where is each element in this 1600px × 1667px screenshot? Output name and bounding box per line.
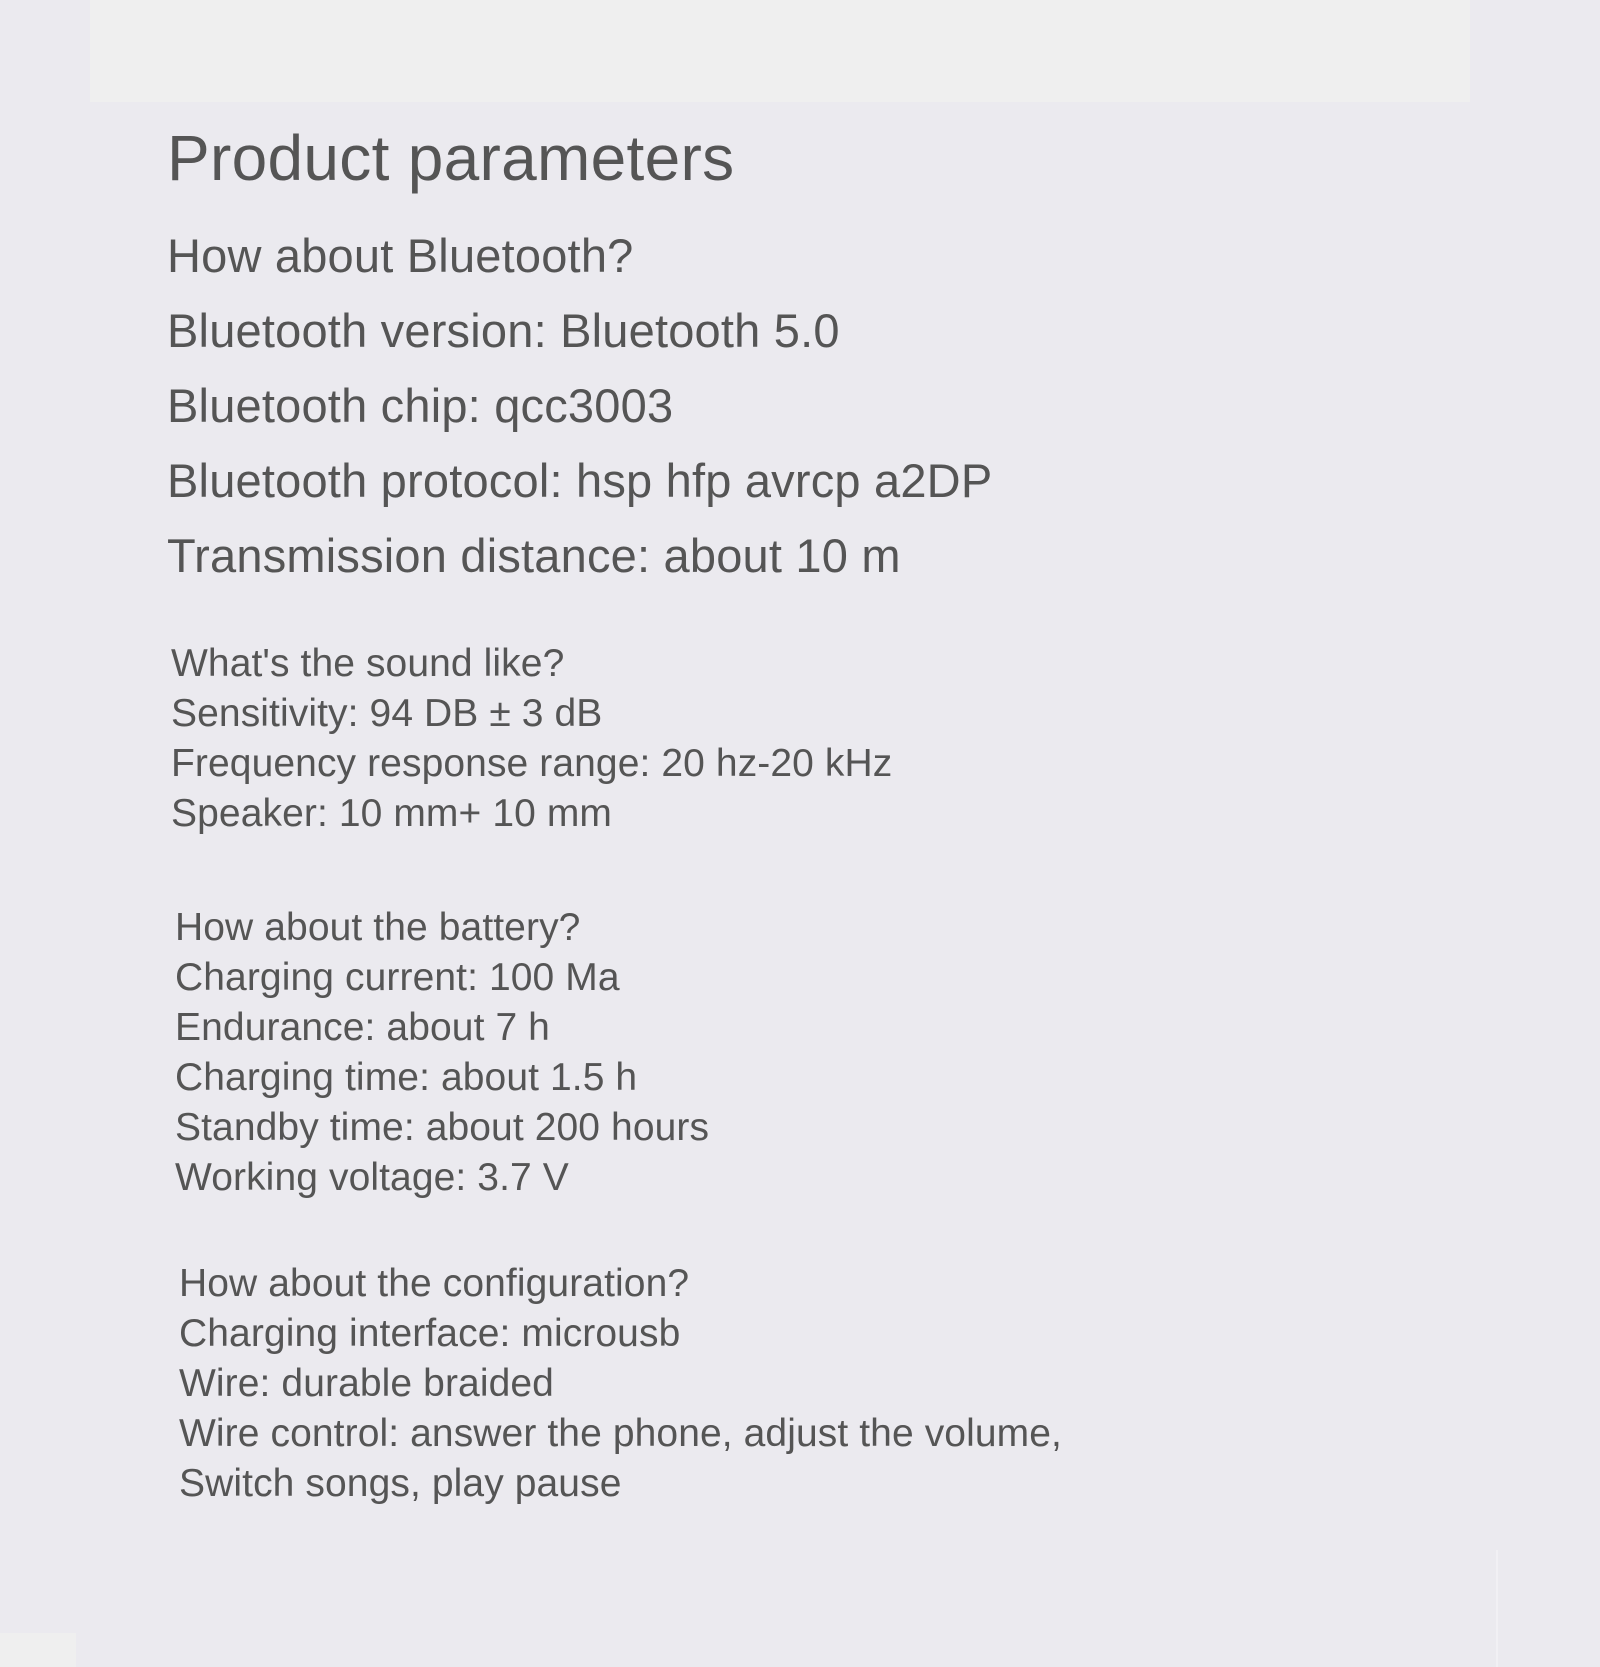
bluetooth-chip: Bluetooth chip: qcc3003	[167, 379, 674, 432]
bottom-left-patch	[0, 1633, 76, 1667]
bluetooth-section	[167, 218, 992, 593]
wire-type: Wire: durable braided	[179, 1362, 554, 1405]
wire-control-continued: Switch songs, play pause	[179, 1462, 622, 1505]
working-voltage: Working voltage: 3.7 V	[175, 1156, 569, 1199]
frequency-response: Frequency response range: 20 hz-20 kHz	[171, 742, 893, 785]
charging-interface: Charging interface: microusb	[179, 1312, 681, 1355]
sound-section	[171, 639, 892, 839]
charging-current: Charging current: 100 Ma	[175, 956, 620, 999]
battery-section	[175, 903, 709, 1203]
configuration-section	[179, 1259, 1062, 1509]
sensitivity: Sensitivity: 94 DB ± 3 dB	[171, 692, 603, 735]
bluetooth-heading: How about Bluetooth?	[167, 229, 634, 282]
configuration-heading: How about the configuration?	[179, 1262, 690, 1305]
standby-time: Standby time: about 200 hours	[175, 1106, 710, 1149]
transmission-distance: Transmission distance: about 10 m	[167, 529, 901, 582]
wire-control: Wire control: answer the phone, adjust the volume,	[179, 1412, 1062, 1455]
bluetooth-version: Bluetooth version: Bluetooth 5.0	[167, 304, 840, 357]
charging-time: Charging time: about 1.5 h	[175, 1056, 638, 1099]
top-band	[90, 0, 1470, 102]
page-title: Product parameters	[167, 122, 735, 194]
endurance: Endurance: about 7 h	[175, 1006, 550, 1049]
speaker-size: Speaker: 10 mm+ 10 mm	[171, 792, 613, 835]
sound-heading: What's the sound like?	[171, 642, 565, 685]
bottom-right-patch	[1496, 1550, 1600, 1667]
battery-heading: How about the battery?	[175, 906, 581, 949]
bluetooth-protocol: Bluetooth protocol: hsp hfp avrcp a2DP	[167, 454, 993, 507]
